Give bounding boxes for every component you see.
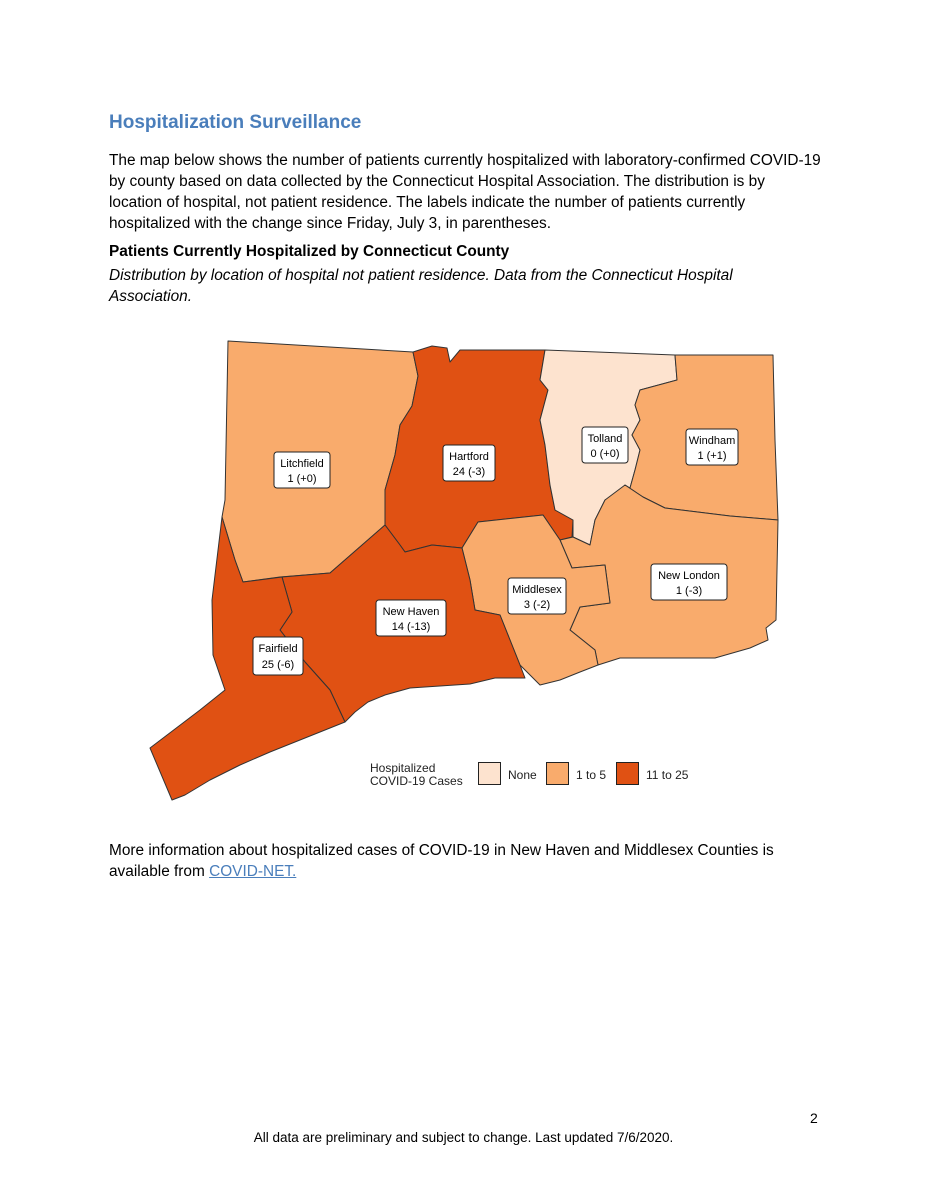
- label-newlondon-value: 1 (-3): [675, 585, 703, 597]
- label-newhaven-value: 14 (-13): [391, 621, 431, 633]
- label-windham: [686, 429, 738, 465]
- label-litchfield: [274, 452, 330, 488]
- legend-title: [370, 762, 463, 788]
- intro-paragraph: The map below shows the number of patients currently hospitalized with laboratory-confirmed COVID-19 by county based on data collected by the Connecticut Hospital Association. The distribution is by location of hospital, not patient residence. The labels indicate the number of patients currently hospitalized with the change since Friday, July 3, in parentheses.: [109, 152, 821, 232]
- more-info-text: More information about hospitalized cases of COVID-19 in New Haven and Middlesex Counties is available from: [109, 842, 774, 880]
- label-newhaven: [376, 600, 446, 636]
- label-litchfield-value: 1 (+0): [287, 473, 317, 485]
- more-info-paragraph: [109, 840, 821, 882]
- label-fairfield-value: 25 (-6): [261, 659, 295, 671]
- label-tolland: [582, 427, 628, 463]
- map-subtitle: Distribution by location of hospital not patient residence. Data from the Connecticut Hospital Association.: [109, 267, 733, 305]
- label-newhaven-name: New Haven: [382, 606, 440, 618]
- label-newlondon: [651, 564, 727, 600]
- label-middlesex-name: Middlesex: [512, 584, 562, 596]
- covid-net-link[interactable]: COVID-NET.: [209, 863, 297, 880]
- legend-title-line2: COVID-19 Cases: [370, 774, 463, 788]
- label-newlondon-name: New London: [658, 570, 720, 582]
- label-tolland-name: Tolland: [587, 433, 623, 445]
- connecticut-county-map: [140, 332, 790, 807]
- label-hartford-name: Hartford: [449, 451, 489, 463]
- label-litchfield-name: Litchfield: [280, 458, 324, 470]
- legend-swatch-none: [478, 762, 501, 785]
- legend-swatch-high: [616, 762, 639, 785]
- legend-title-line1: Hospitalized: [370, 761, 436, 775]
- page-number: 2: [810, 1110, 818, 1126]
- label-windham-name: Windham: [688, 435, 736, 447]
- map-legend: [370, 760, 700, 790]
- label-windham-value: 1 (+1): [697, 450, 727, 462]
- label-hartford: [443, 445, 495, 481]
- label-tolland-value: 0 (+0): [590, 448, 620, 460]
- label-middlesex: [508, 578, 566, 614]
- label-hartford-value: 24 (-3): [452, 466, 486, 478]
- map-title: Patients Currently Hospitalized by Connecticut County: [109, 243, 510, 260]
- legend-label-high: 11 to 25: [646, 768, 689, 782]
- label-middlesex-value: 3 (-2): [523, 599, 551, 611]
- legend-swatch-low: [546, 762, 569, 785]
- label-fairfield-name: Fairfield: [258, 643, 298, 655]
- section-heading: Hospitalization Surveillance: [109, 112, 362, 133]
- footer-note: All data are preliminary and subject to change. Last updated 7/6/2020.: [253, 1130, 674, 1145]
- legend-label-low: 1 to 5: [576, 768, 607, 782]
- legend-label-none: None: [508, 768, 537, 782]
- label-fairfield: [253, 637, 303, 675]
